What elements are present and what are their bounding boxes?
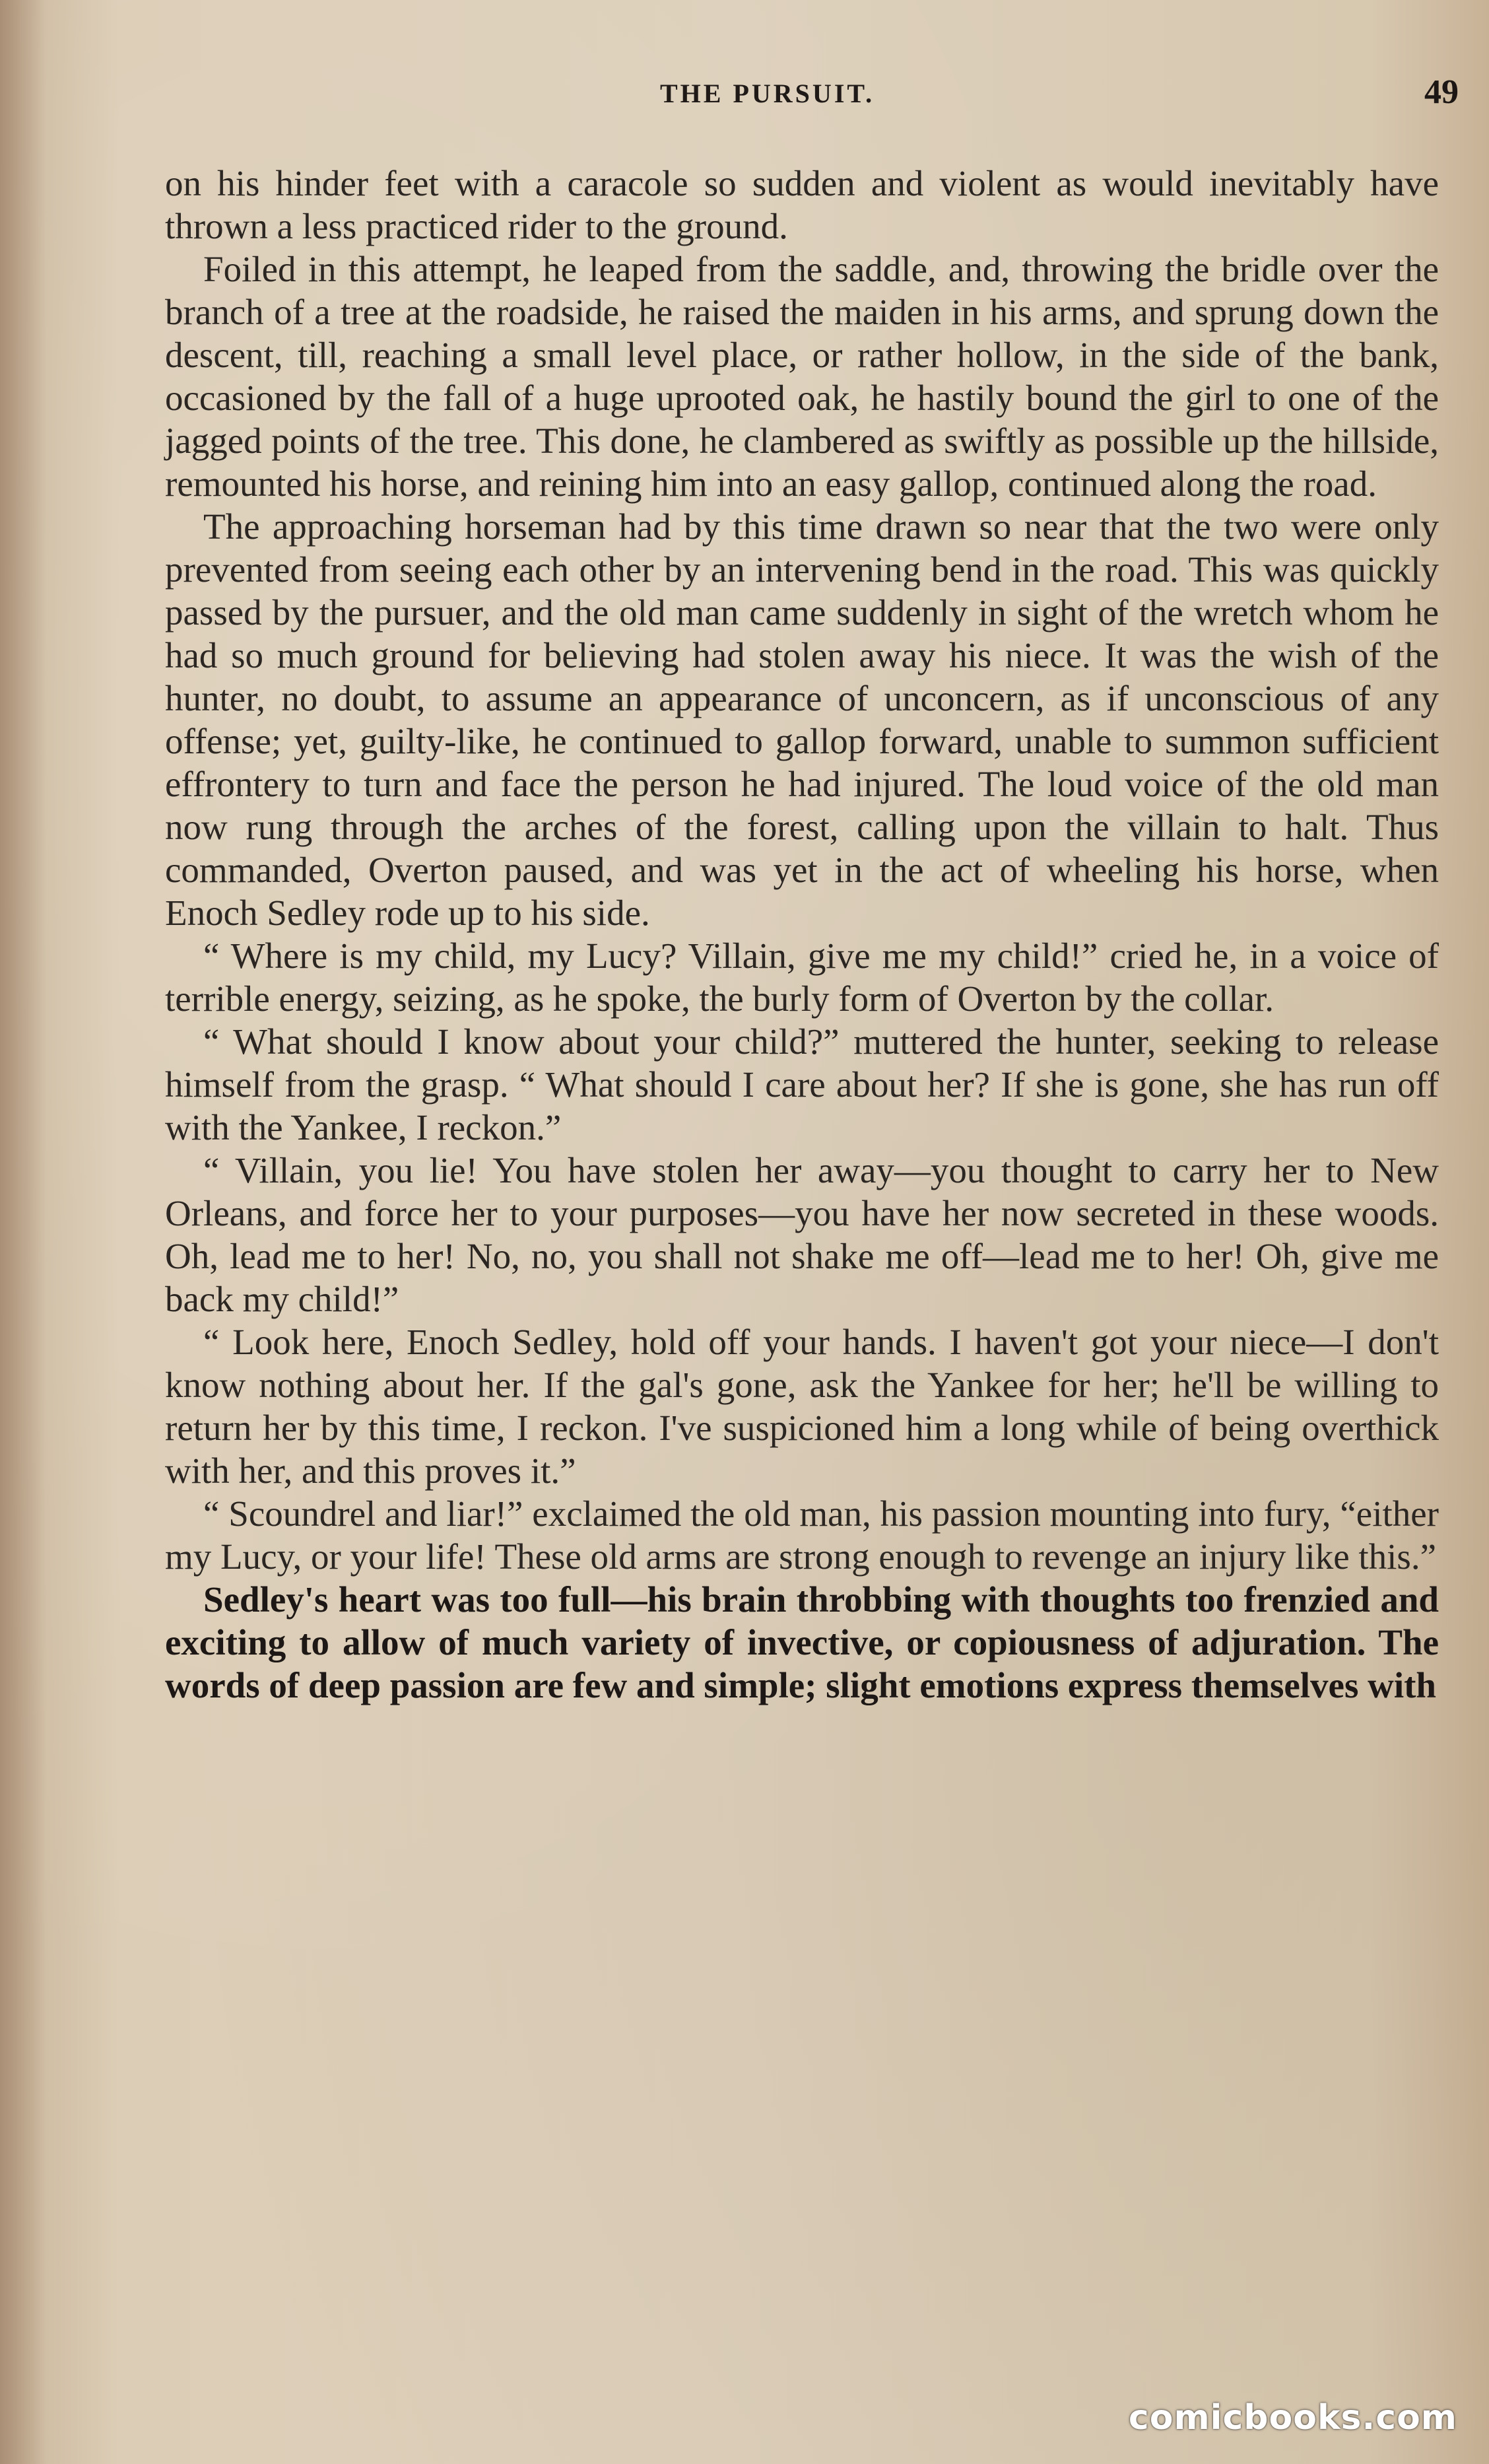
paragraph-6: “ Villain, you lie! You have stolen her away—you thought to carry her to New Orleans, and force her to your purposes—you have her now secreted in these woods. Oh, lead me to her! No, no, you shall not shake me off—lead me to her! Oh, give me back my child!” bbox=[165, 1150, 1439, 1319]
paragraph-2: Foiled in this attempt, he leaped from the saddle, and, throwing the bridle over the branch of a tree at the roadside, he raised the maiden in his arms, and sprung down the descent, till, reaching a small level place, or rather hollow, in the side of the bank, occasioned by the fall of a huge uprooted oak, he hastily bound the girl to one of the jagged points of the tree. This done, he clambered as swiftly as possible up the hillside, remounted his horse, and reining him into an easy gallop, continued along the road. bbox=[165, 249, 1439, 504]
paragraph-3: The approaching horseman had by this time drawn so near that the two were only prevented from seeing each other by an intervening bend in the road. This was quickly passed by the pursuer, and the old man came suddenly in sight of the wretch whom he had so much ground for believing had stolen away his niece. It was the wish of the hunter, no doubt, to assume an appearance of unconcern, as if unconscious of any offense; yet, guilty-like, he continued to gallop forward, unable to summon sufficient effrontery to turn and face the person he had injured. The loud voice of the old man now rung through the arches of the forest, calling upon the villain to halt. Thus commanded, Overton paused, and was yet in the act of wheeling his horse, when Enoch Sedley rode up to his side. bbox=[165, 506, 1439, 933]
page-number: 49 bbox=[1424, 73, 1459, 111]
page-header bbox=[165, 73, 1459, 119]
paragraph-9: Sedley's heart was too full—his brain throbbing with thoughts too frenzied and exciting to allow of much variety of invective, or copiousness of adjuration. The words of deep passion are few and simple; slight emotions express themselves with bbox=[165, 1579, 1439, 1705]
paragraph-7: “ Look here, Enoch Sedley, hold off your hands. I haven't got your niece—I don't know nothing about her. If the gal's gone, ask the Yankee for her; he'll be willing to return her by this time, I reckon. I've suspicioned him a long while of being overthick with her, and this proves it.” bbox=[165, 1322, 1439, 1491]
running-title: THE PURSUIT. bbox=[660, 79, 875, 108]
paragraph-5: “ What should I know about your child?” muttered the hunter, seeking to release himself from the grasp. “ What should I care about her? If she is gone, she has run off with the Yankee, I reckon.” bbox=[165, 1021, 1439, 1147]
body-text bbox=[165, 162, 1439, 1707]
site-watermark: comicbooks.com bbox=[1128, 2398, 1457, 2438]
page-edge-shadow bbox=[0, 0, 46, 2464]
paragraph-8: “ Scoundrel and liar!” exclaimed the old man, his passion mounting into fury, “either my Lucy, or your life! These old arms are strong enough to revenge an injury like this.” bbox=[165, 1493, 1439, 1577]
paragraph-1: on his hinder feet with a caracole so sudden and violent as would inevitably have thrown a less practiced rider to the ground. bbox=[165, 163, 1439, 246]
paragraph-4: “ Where is my child, my Lucy? Villain, give me my child!” cried he, in a voice of terrible energy, seizing, as he spoke, the burly form of Overton by the collar. bbox=[165, 936, 1439, 1019]
